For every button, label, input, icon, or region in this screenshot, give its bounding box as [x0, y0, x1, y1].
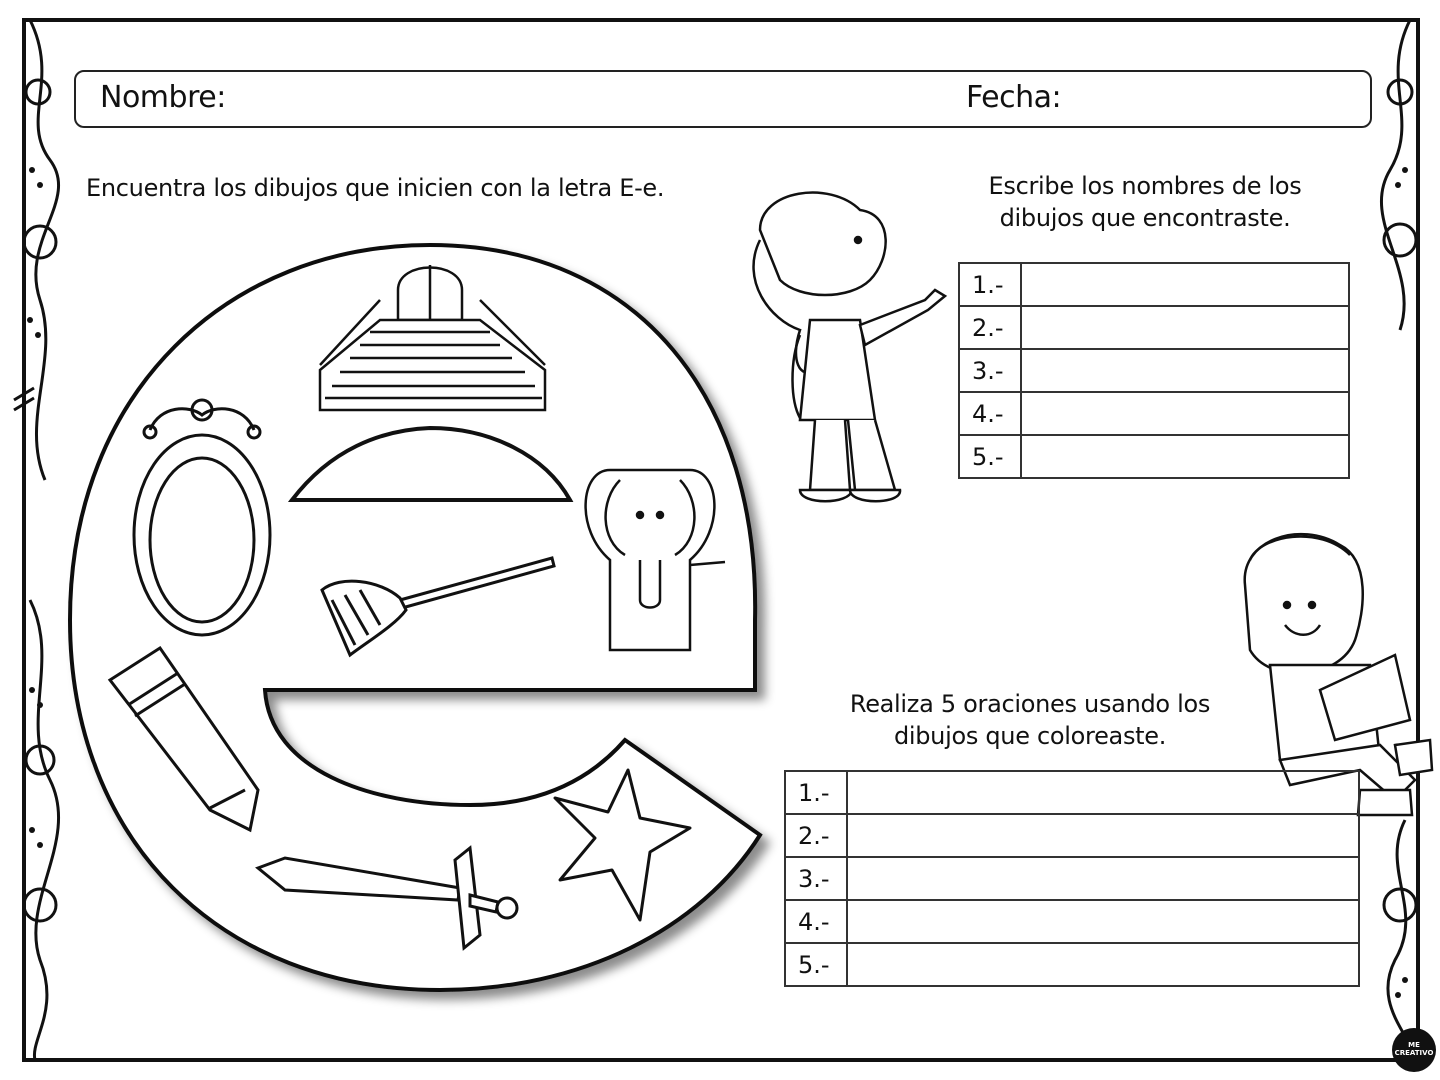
- names-answer-line[interactable]: [1021, 349, 1349, 392]
- sentences-row-number: 4.-: [785, 900, 847, 943]
- sentences-answer-table: [784, 770, 1360, 987]
- sentences-answer-line[interactable]: [847, 857, 1359, 900]
- sentences-row: [785, 857, 1359, 900]
- sentences-row: [785, 943, 1359, 986]
- names-row-number: 5.-: [959, 435, 1021, 478]
- activity2-instruction-line2: dibujos que encontraste.: [999, 204, 1291, 232]
- activity3-instruction-line2: dibujos que coloreaste.: [893, 722, 1167, 750]
- name-label: Nombre:: [100, 80, 226, 115]
- activity3-instruction-line1: Realiza 5 oraciones usando los: [849, 690, 1211, 718]
- sentences-row-number: 2.-: [785, 814, 847, 857]
- names-answer-line[interactable]: [1021, 435, 1349, 478]
- sentences-row-number: 5.-: [785, 943, 847, 986]
- sentences-row: [785, 900, 1359, 943]
- activity1-instruction: Encuentra los dibujos que inicien con la letra E-e.: [86, 174, 665, 202]
- names-answer-line[interactable]: [1021, 392, 1349, 435]
- names-row: [959, 349, 1349, 392]
- names-answer-line[interactable]: [1021, 306, 1349, 349]
- names-row: [959, 435, 1349, 478]
- activity2-instruction-line1: Escribe los nombres de los: [988, 172, 1302, 200]
- brand-logo: ME CREATIVO: [1392, 1028, 1436, 1072]
- mirror-icon: [134, 400, 270, 635]
- names-answer-table: [958, 262, 1350, 479]
- sentences-answer-line[interactable]: [847, 814, 1359, 857]
- names-row-number: 2.-: [959, 306, 1021, 349]
- names-row-number: 1.-: [959, 263, 1021, 306]
- names-answer-line[interactable]: [1021, 263, 1349, 306]
- names-row: [959, 392, 1349, 435]
- names-row: [959, 263, 1349, 306]
- names-row-number: 3.-: [959, 349, 1021, 392]
- sentences-answer-line[interactable]: [847, 900, 1359, 943]
- sentences-answer-line[interactable]: [847, 943, 1359, 986]
- date-label: Fecha:: [966, 80, 1062, 115]
- sentences-row: [785, 771, 1359, 814]
- names-row-number: 4.-: [959, 392, 1021, 435]
- sentences-row-number: 1.-: [785, 771, 847, 814]
- sentences-row: [785, 814, 1359, 857]
- girl-pointing-icon: [754, 193, 945, 502]
- names-row: [959, 306, 1349, 349]
- sentences-answer-line[interactable]: [847, 771, 1359, 814]
- sentences-row-number: 3.-: [785, 857, 847, 900]
